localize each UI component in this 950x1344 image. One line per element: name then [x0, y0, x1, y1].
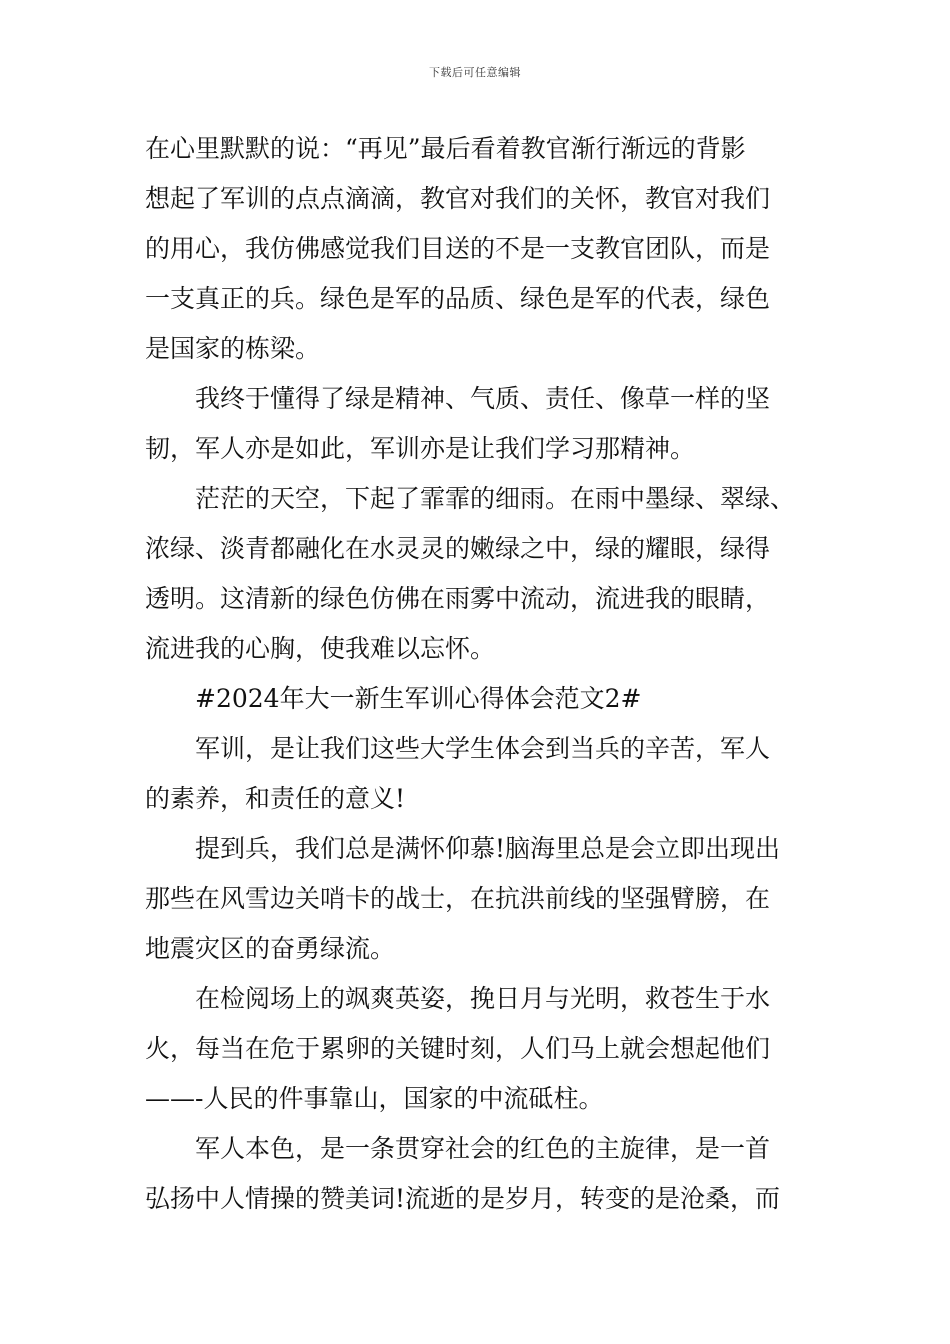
paragraph-start-line: 军人本色，是一条贯穿社会的红色的主旋律，是一首: [195, 1134, 771, 1163]
text-line: 的用心，我仿佛感觉我们目送的不是一支教官团队，而是: [145, 234, 771, 263]
paragraph-start-line: 提到兵，我们总是满怀仰慕!脑海里总是会立即出现出: [195, 834, 781, 863]
paragraph-start-line: 我终于懂得了绿是精神、气质、责任、像草一样的坚: [195, 384, 771, 413]
text-line: 地震灾区的奋勇绿流。: [145, 934, 396, 963]
paragraph-start-line: 茫茫的天空，下起了霏霏的细雨。在雨中墨绿、翠绿、: [195, 484, 796, 513]
text-line: 弘扬中人情操的赞美词!流逝的是岁月，转变的是沧桑，而: [145, 1184, 781, 1213]
text-line: 浓绿、淡青都融化在水灵灵的嫩绿之中，绿的耀眼，绿得: [145, 534, 771, 563]
page-header: 下载后可任意编辑: [429, 66, 521, 79]
text-line: 透明。这清新的绿色仿佛在雨雾中流动，流进我的眼睛，: [145, 584, 771, 613]
text-line: 火，每当在危于累卵的关键时刻，人们马上就会想起他们: [145, 1034, 771, 1063]
text-line: 在心里默默的说：“再见”最后看着教官渐行渐远的背影: [145, 134, 746, 163]
text-line: 韧，军人亦是如此，军训亦是让我们学习那精神。: [145, 434, 696, 463]
text-line: 那些在风雪边关哨卡的战士，在抗洪前线的坚强臂膀，在: [145, 884, 771, 913]
text-line: 是国家的栋梁。: [145, 334, 321, 363]
section-heading: #2024年大一新生军训心得体会范文2#: [195, 684, 642, 713]
text-line: 流进我的心胸，使我难以忘怀。: [145, 634, 496, 663]
paragraph-start-line: 军训，是让我们这些大学生体会到当兵的辛苦，军人: [195, 734, 771, 763]
paragraph-start-line: 在检阅场上的飒爽英姿，挽日月与光明，救苍生于水: [195, 984, 771, 1013]
document-body: [145, 124, 825, 1224]
text-line: ——-人民的件事靠山，国家的中流砥柱。: [145, 1084, 604, 1113]
text-line: 一支真正的兵。绿色是军的品质、绿色是军的代表，绿色: [145, 284, 771, 313]
text-line: 想起了军训的点点滴滴，教官对我们的关怀，教官对我们: [145, 184, 771, 213]
text-line: 的素养，和责任的意义!: [145, 784, 406, 813]
